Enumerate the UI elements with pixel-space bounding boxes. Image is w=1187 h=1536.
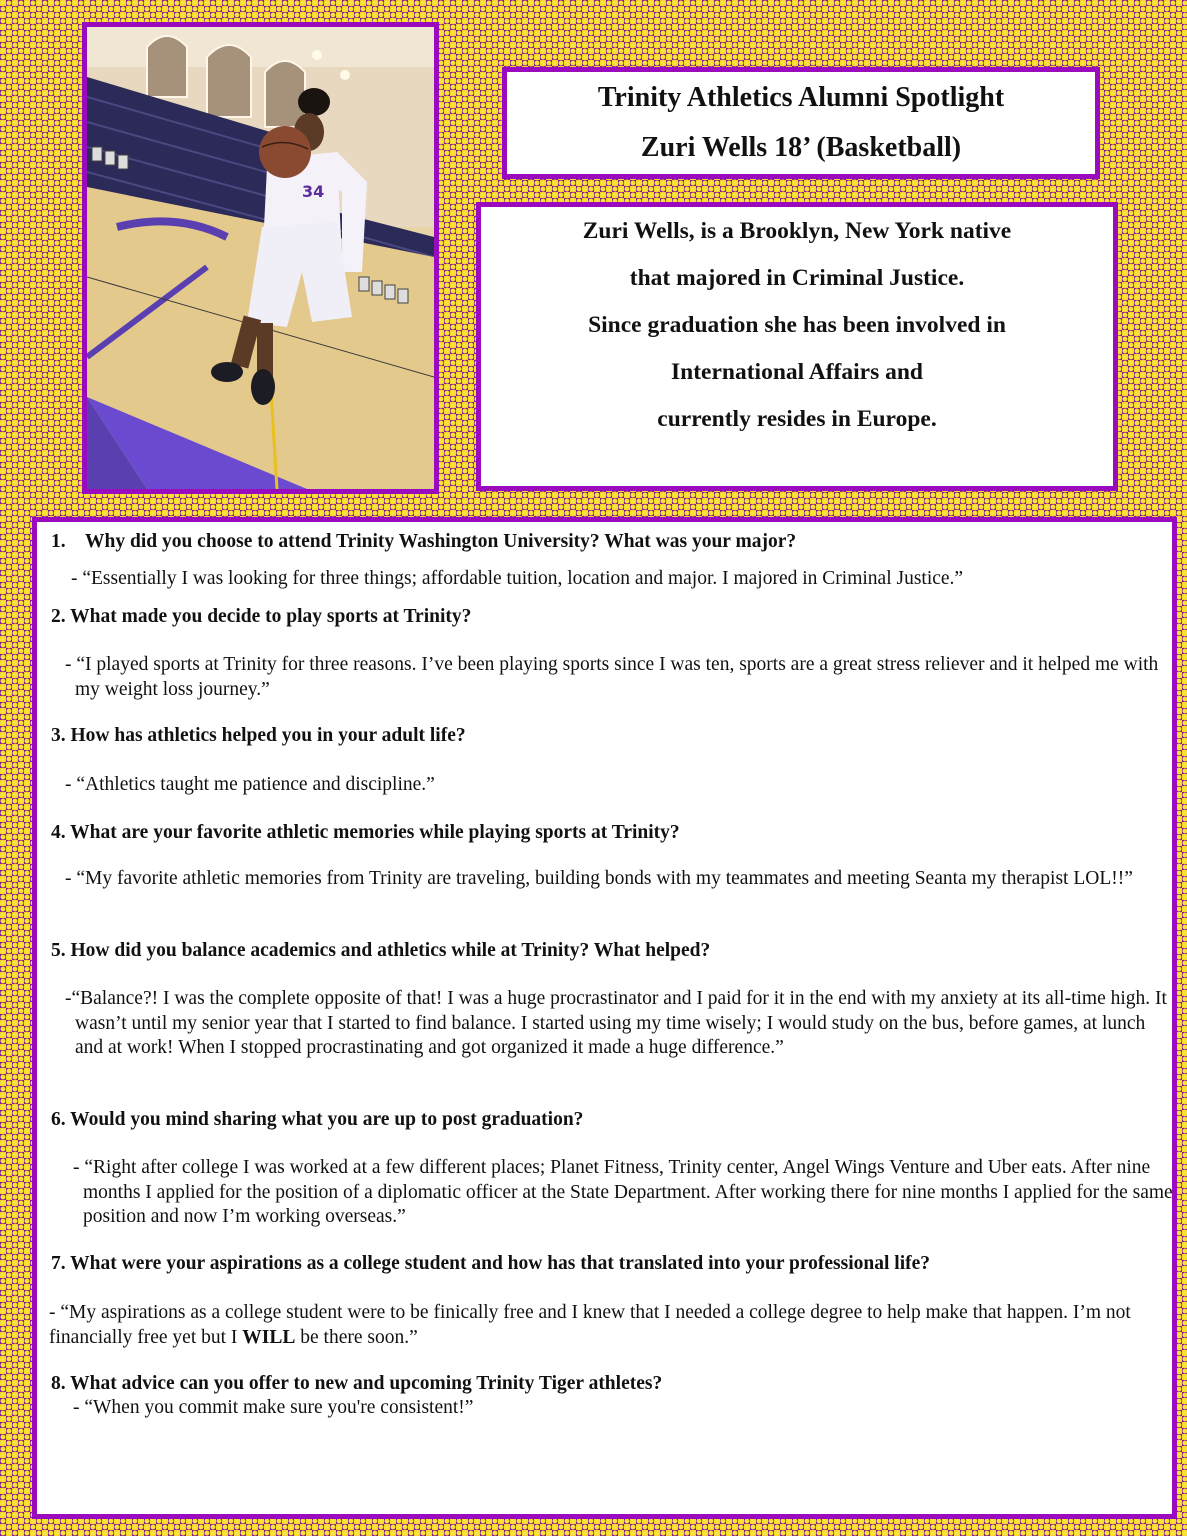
question-7: [51, 1252, 930, 1276]
emphasis-text: WILL: [242, 1326, 296, 1348]
question-1: [51, 530, 796, 554]
bio-box: [476, 202, 1118, 491]
question-number: 2.: [51, 606, 66, 627]
answer-2: - “I played sports at Trinity for three reasons. I’ve been playing sports since I was ten, sports are a great stress reliever and it helped me with my weight loss journey.”: [65, 654, 1159, 700]
answer-3: - “Athletics taught me patience and discipline.”: [65, 774, 435, 795]
bio-line: International Affairs and: [671, 359, 923, 385]
basketball-court-photo: [87, 27, 434, 489]
spotlight-title-box: [502, 67, 1100, 179]
question-8: [51, 1372, 662, 1396]
answer-text: be there soon.”: [295, 1326, 418, 1348]
question-text: What made you decide to play sports at Trinity?: [70, 606, 472, 627]
answer-6: - “Right after college I was worked at a few different places; Planet Fitness, Trinity center, Angel Wings Venture and Uber eats. After nine months I applied for the position of a diplomatic officer at the State Department. After working there for nine months I applied for the same position and now I’m working overseas.”: [73, 1157, 1173, 1227]
question-5: [51, 939, 710, 963]
answer-4: - “My favorite athletic memories from Trinity are traveling, building bonds with my teammates and meeting Seanta my therapist LOL!!”: [65, 868, 1133, 889]
interview-box: [32, 517, 1177, 1519]
question-text: Would you mind sharing what you are up to post graduation?: [70, 1109, 584, 1130]
question-3: [51, 724, 466, 748]
player-photo: [82, 22, 439, 494]
jersey-number: 34: [302, 182, 325, 201]
question-number: 6.: [51, 1109, 66, 1130]
bio-line: Zuri Wells, is a Brooklyn, New York native: [582, 218, 1012, 244]
answer-text: - “My aspirations as a college student were to be finically free and I knew that I needed a college degree to help make that happen. I’m not financially free yet but I: [49, 1302, 1131, 1348]
page-subtitle: Zuri Wells 18’ (Basketball): [640, 132, 962, 163]
question-number: 3.: [51, 725, 66, 746]
bio-line: Since graduation she has been involved in: [588, 312, 1006, 338]
question-text: What are your favorite athletic memories while playing sports at Trinity?: [70, 822, 680, 843]
question-text: What advice can you offer to new and upcoming Trinity Tiger athletes?: [70, 1373, 663, 1394]
answer-7: [49, 1301, 1167, 1350]
question-text: Why did you choose to attend Trinity Washington University? What was your major?: [85, 531, 797, 552]
answer-8: - “When you commit make sure you're consistent!”: [73, 1397, 474, 1418]
bio-line: that majored in Criminal Justice.: [629, 265, 965, 291]
question-text: What were your aspirations as a college student and how has that translated into your professional life?: [70, 1253, 931, 1274]
bio-line: currently resides in Europe.: [657, 406, 937, 432]
question-2: [51, 605, 471, 629]
answer-1: - “Essentially I was looking for three things; affordable tuition, location and major. I majored in Criminal Justice.”: [71, 568, 964, 589]
question-text: How has athletics helped you in your adult life?: [70, 725, 466, 746]
question-text: How did you balance academics and athletics while at Trinity? What helped?: [70, 940, 711, 961]
question-number: 8.: [51, 1373, 66, 1394]
question-number: 5.: [51, 940, 66, 961]
question-number: 1.: [51, 531, 66, 552]
answer-5: -“Balance?! I was the complete opposite of that! I was a huge procrastinator and I paid for it in the end with my anxiety at its all-time high. It wasn’t until my senior year that I started to find balance. I started using my time wisely; I would study on the bus, before games, at lunch and at work! When I stopped procrastinating and got organized it made a huge difference.”: [65, 988, 1167, 1058]
page-title: Trinity Athletics Alumni Spotlight: [597, 82, 1005, 113]
question-4: [51, 821, 680, 845]
question-6: [51, 1108, 583, 1132]
question-number: 7.: [51, 1253, 66, 1274]
question-number: 4.: [51, 822, 66, 843]
